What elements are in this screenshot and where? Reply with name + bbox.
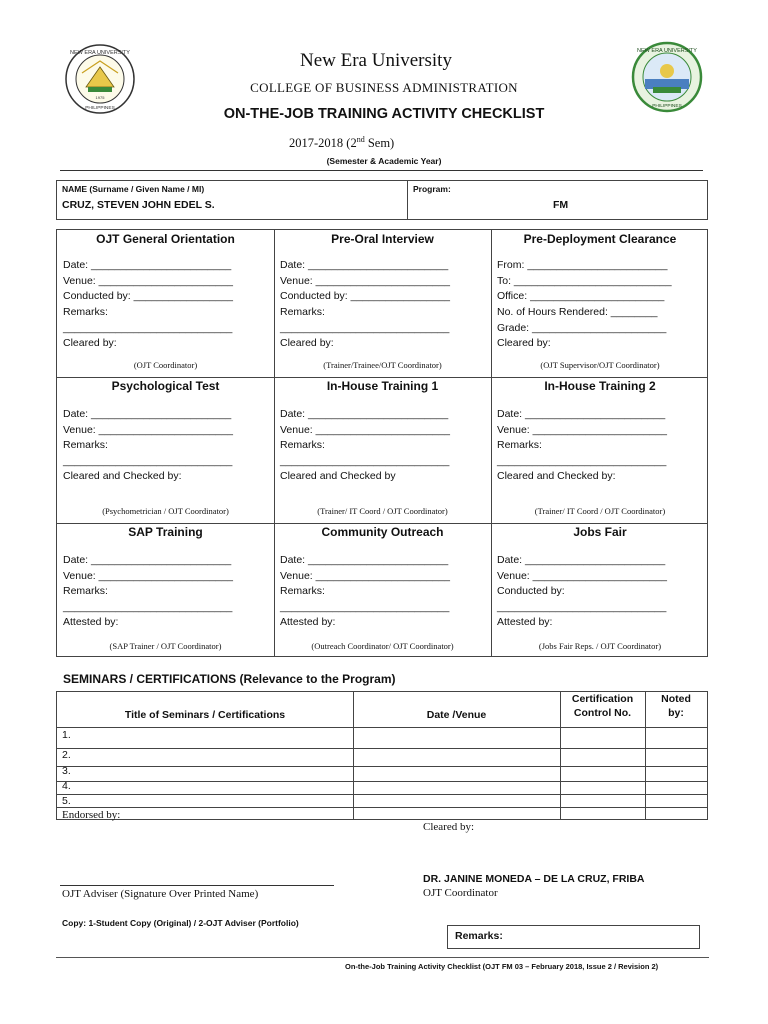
col-noted-header-line2: by: <box>668 707 684 719</box>
seal-right-ring-text: NEW ERA UNIVERSITY <box>637 48 697 54</box>
activity-signatory-caption: (Outreach Coordinator/ OJT Coordinator) <box>311 641 454 651</box>
activity-field-line[interactable]: Remarks: <box>497 439 542 451</box>
activity-cell-8 <box>274 523 491 658</box>
seminar-row-3[interactable]: 3. <box>62 765 71 777</box>
remarks-label: Remarks: <box>455 930 503 942</box>
activity-title: Jobs Fair <box>573 525 627 539</box>
activity-signatory-caption: (Trainer/ IT Coord / OJT Coordinator) <box>317 506 448 516</box>
activity-field-line[interactable]: Cleared by: <box>63 337 117 349</box>
seal-right-bottom-text: PHILIPPINES <box>652 104 682 109</box>
sem-row-divider-3 <box>57 781 707 782</box>
activity-field-line[interactable]: Cleared by: <box>497 337 551 349</box>
adviser-caption: OJT Adviser (Signature Over Printed Name) <box>62 888 259 900</box>
activity-field-line[interactable]: _____________________________ <box>280 455 450 467</box>
activity-field-line[interactable]: Date: ________________________ <box>63 259 232 271</box>
seal-left-graphic <box>64 43 136 115</box>
year-rule <box>60 170 703 171</box>
academic-year <box>289 135 394 151</box>
activity-cell-3 <box>491 230 709 377</box>
activity-field-line[interactable]: Grade: _______________________ <box>497 322 667 334</box>
activity-title: OJT General Orientation <box>96 232 235 246</box>
activity-field-line[interactable]: To: ___________________________ <box>497 275 672 287</box>
activity-cell-4 <box>57 377 274 523</box>
activity-title: Pre-Deployment Clearance <box>523 232 677 246</box>
student-info-divider <box>407 181 408 219</box>
activity-field-line[interactable]: Venue: _______________________ <box>63 424 233 436</box>
activity-field-line[interactable]: Venue: _______________________ <box>497 424 667 436</box>
activity-field-line[interactable]: Venue: _______________________ <box>280 570 450 582</box>
activity-signatory-caption: (Jobs Fair Reps. / OJT Coordinator) <box>538 641 662 651</box>
seminars-section-title: SEMINARS / CERTIFICATIONS (Relevance to the Program) <box>63 672 396 686</box>
academic-year-main: 2017-2018 (2 <box>289 136 357 151</box>
document-title: ON-THE-JOB TRAINING ACTIVITY CHECKLIST <box>223 106 545 122</box>
sem-row-divider-4 <box>57 794 707 795</box>
academic-year-sup: nd <box>356 135 365 144</box>
activity-field-line[interactable]: Remarks: <box>280 585 325 597</box>
activity-field-line[interactable]: From: ________________________ <box>497 259 668 271</box>
activity-field-line[interactable]: Date: ________________________ <box>63 408 232 420</box>
copy-note: Copy: 1-Student Copy (Original) / 2-OJT Adviser (Portfolio) <box>62 918 299 928</box>
activity-field-line[interactable]: Office: _______________________ <box>497 290 665 302</box>
seal-right-graphic <box>631 41 703 113</box>
adviser-signature-line[interactable] <box>60 885 334 886</box>
activity-field-line[interactable]: Remarks: <box>63 306 108 318</box>
activity-cell-1 <box>57 230 274 377</box>
activity-field-line[interactable]: Venue: _______________________ <box>63 570 233 582</box>
university-seal-right <box>631 41 703 113</box>
seminar-row-2[interactable]: 2. <box>62 749 71 761</box>
student-info-box <box>56 180 708 220</box>
activity-field-line[interactable]: _____________________________ <box>63 601 233 613</box>
seal-left-bottom-text: PHILIPPINES <box>85 106 115 111</box>
activity-field-line[interactable]: Conducted by: <box>497 585 565 597</box>
academic-year-end: Sem) <box>364 136 395 151</box>
form-footer: On-the-Job Training Activity Checklist (OJT FM 03 – February 2018, Issue 2 / Revision 2) <box>345 962 659 971</box>
activity-field-line[interactable]: Date: ________________________ <box>497 554 666 566</box>
endorsed-by-label: Endorsed by: <box>62 809 121 821</box>
activity-signatory-caption: (SAP Trainer / OJT Coordinator) <box>109 641 222 651</box>
activity-field-line[interactable]: _____________________________ <box>497 601 667 613</box>
coordinator-title: OJT Coordinator <box>423 887 498 899</box>
activity-field-line[interactable]: Conducted by: _________________ <box>280 290 450 302</box>
activity-field-line[interactable]: Cleared and Checked by: <box>63 470 182 482</box>
activity-cell-5 <box>274 377 491 523</box>
activity-field-line[interactable]: Date: ________________________ <box>497 408 666 420</box>
activity-field-line[interactable]: Venue: _______________________ <box>497 570 667 582</box>
sem-row-divider-5 <box>57 807 707 808</box>
col-date-header: Date /Venue <box>426 709 487 721</box>
activity-field-line[interactable]: Date: ________________________ <box>63 554 232 566</box>
name-label: NAME (Surname / Given Name / MI) <box>62 184 205 194</box>
seminar-row-5[interactable]: 5. <box>62 795 71 807</box>
seal-left-year: 1975 <box>95 95 105 100</box>
activity-field-line[interactable]: _____________________________ <box>280 601 450 613</box>
activity-field-line[interactable]: _____________________________ <box>63 455 233 467</box>
activity-field-line[interactable]: Venue: _______________________ <box>63 275 233 287</box>
seminar-row-1[interactable]: 1. <box>62 729 71 741</box>
activity-field-line[interactable]: Conducted by: _________________ <box>63 290 233 302</box>
activity-title: Community Outreach <box>321 525 444 539</box>
program-label: Program: <box>413 184 451 194</box>
activity-field-line[interactable]: Date: ________________________ <box>280 408 449 420</box>
seal-left-ring-text: NEW ERA UNIVERSITY <box>70 50 130 56</box>
activity-field-line[interactable]: Remarks: <box>63 585 108 597</box>
activity-field-line[interactable]: Venue: _______________________ <box>280 424 450 436</box>
university-seal-left <box>64 43 136 115</box>
col-cert-header-line1: Certification <box>571 693 634 705</box>
activity-field-line[interactable]: Cleared and Checked by <box>280 470 396 482</box>
sem-row-divider-1 <box>57 748 707 749</box>
activity-field-line[interactable]: Remarks: <box>280 439 325 451</box>
university-name: New Era University <box>300 50 452 71</box>
college-name: COLLEGE OF BUSINESS ADMINISTRATION <box>250 80 518 95</box>
activity-cell-9 <box>491 523 709 658</box>
activity-signatory-caption: (OJT Coordinator) <box>133 360 198 370</box>
activity-field-line[interactable]: Date: ________________________ <box>280 259 449 271</box>
activity-title: In-House Training 1 <box>326 379 439 393</box>
col-title-header: Title of Seminars / Certifications <box>124 709 286 721</box>
activity-cell-7 <box>57 523 274 658</box>
activity-field-line[interactable]: _____________________________ <box>63 322 233 334</box>
activity-signatory-caption: (OJT Supervisor/OJT Coordinator) <box>540 360 660 370</box>
activity-field-line[interactable]: Attested by: <box>63 616 119 628</box>
activity-field-line[interactable]: Cleared by: <box>280 337 334 349</box>
activity-title: Psychological Test <box>111 379 220 393</box>
sem-row-divider-2 <box>57 766 707 767</box>
activity-title: SAP Training <box>128 525 203 539</box>
activity-field-line[interactable]: Attested by: <box>497 616 553 628</box>
activity-grid <box>56 229 708 657</box>
footer-rule <box>56 957 709 958</box>
sem-header-divider <box>57 727 707 728</box>
seminars-table <box>56 691 708 820</box>
activity-cell-2 <box>274 230 491 377</box>
name-value[interactable]: CRUZ, STEVEN JOHN EDEL S. <box>62 199 215 211</box>
activity-field-line[interactable]: _____________________________ <box>280 322 450 334</box>
program-value[interactable]: FM <box>553 199 569 211</box>
activity-signatory-caption: (Trainer/ IT Coord / OJT Coordinator) <box>534 506 666 516</box>
col-noted-header-line1: Noted <box>661 693 691 705</box>
remarks-box[interactable] <box>447 925 700 949</box>
year-caption: (Semester & Academic Year) <box>326 156 442 166</box>
activity-field-line[interactable]: Attested by: <box>280 616 336 628</box>
activity-field-line[interactable]: _____________________________ <box>497 455 667 467</box>
activity-signatory-caption: (Psychometrician / OJT Coordinator) <box>102 506 229 516</box>
activity-title: Pre-Oral Interview <box>331 232 434 246</box>
activity-cell-6 <box>491 377 709 523</box>
activity-title: In-House Training 2 <box>544 379 656 393</box>
seminar-row-4[interactable]: 4. <box>62 780 71 792</box>
activity-signatory-caption: (Trainer/Trainee/OJT Coordinator) <box>323 360 442 370</box>
activity-field-line[interactable]: Date: ________________________ <box>280 554 449 566</box>
cleared-by-label: Cleared by: <box>423 821 475 833</box>
activity-field-line[interactable]: Remarks: <box>63 439 108 451</box>
coordinator-name: DR. JANINE MONEDA – DE LA CRUZ, FRIBA <box>423 873 645 885</box>
activity-field-line[interactable]: Venue: _______________________ <box>280 275 450 287</box>
activity-field-line[interactable]: Cleared and Checked by: <box>497 470 616 482</box>
activity-field-line[interactable]: Remarks: <box>280 306 325 318</box>
activity-field-line[interactable]: No. of Hours Rendered: ________ <box>497 306 658 318</box>
col-cert-header-line2: Control No. <box>573 707 632 719</box>
